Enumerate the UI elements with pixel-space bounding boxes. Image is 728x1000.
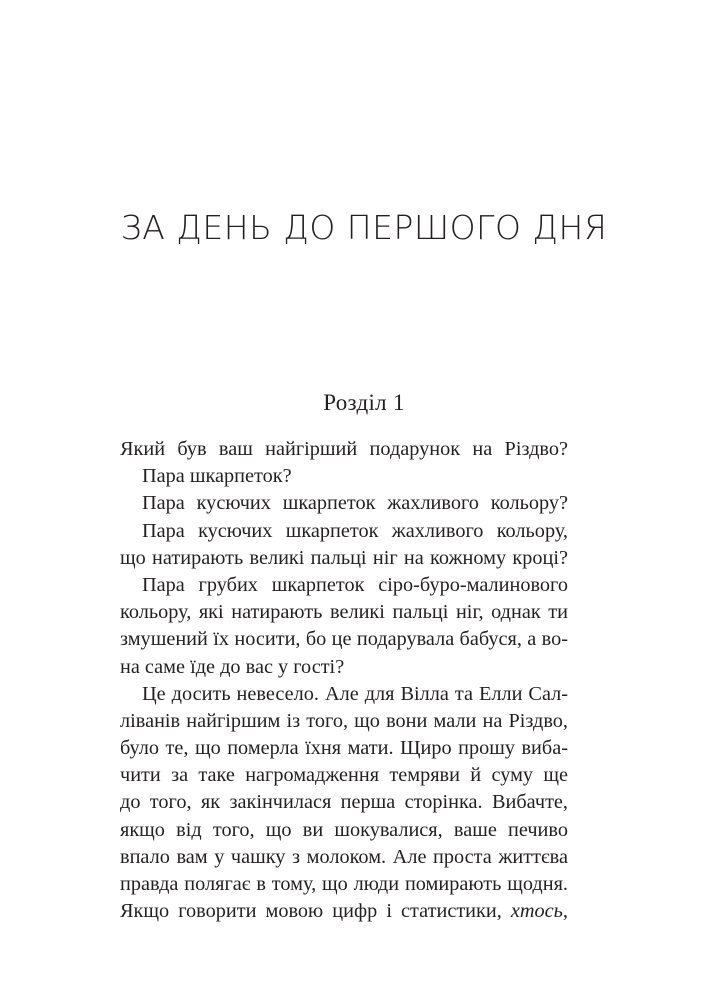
text-fragment: Якщо говорити мовою цифр і статистики, — [120, 900, 502, 923]
text-line: якщо від того, що ви шокувалися, ваше печиво — [120, 818, 568, 841]
text-line: Це досить невесело. Але для Вілла та Елли Сал- — [142, 682, 568, 705]
text-line: на саме їде до вас у гості? — [120, 655, 345, 678]
text-fragment: , — [562, 900, 568, 923]
text-line: правда полягає в тому, що люди помирають щодня. — [120, 873, 568, 895]
part-title: ЗА ДЕНЬ ДО ПЕРШОГО ДНЯ — [120, 208, 608, 247]
text-line: Який був ваш найгірший подарунок на Різдво? — [120, 438, 568, 460]
text-line: до того, як закінчилася перша сторінка. Вибачте, — [120, 791, 568, 814]
chapter-body-text — [120, 436, 568, 925]
text-line: кольору, які натирають великі пальці ніг, однак ти — [120, 601, 568, 624]
text-line: чити за таке нагромадження темряви й суму ще — [120, 764, 568, 787]
text-line: змушений їх носити, бо це подарувала бабуся, а во- — [120, 628, 568, 651]
chapter-title: Розділ 1 — [323, 390, 405, 415]
text-line: Пара грубих шкарпеток сіро-буро-малинового — [142, 573, 568, 596]
text-line: ліванів найгіршим із того, що вони мали на Різдво, — [120, 709, 568, 732]
text-line-last — [120, 898, 568, 925]
text-line: було те, що померла їхня мати. Щиро прошу виба- — [120, 737, 568, 760]
text-line: Пара шкарпеток? — [142, 465, 292, 488]
italic-word: хтось — [510, 900, 563, 923]
text-line: Пара кусючих шкарпеток жахливого кольору, — [142, 519, 568, 542]
text-line: Пара кусючих шкарпеток жахливого кольору? — [142, 492, 568, 515]
text-line: впало вам у чашку з молоком. Але проста життєва — [120, 845, 568, 868]
text-line: що натирають великі пальці ніг на кожному кроці? — [120, 546, 568, 569]
